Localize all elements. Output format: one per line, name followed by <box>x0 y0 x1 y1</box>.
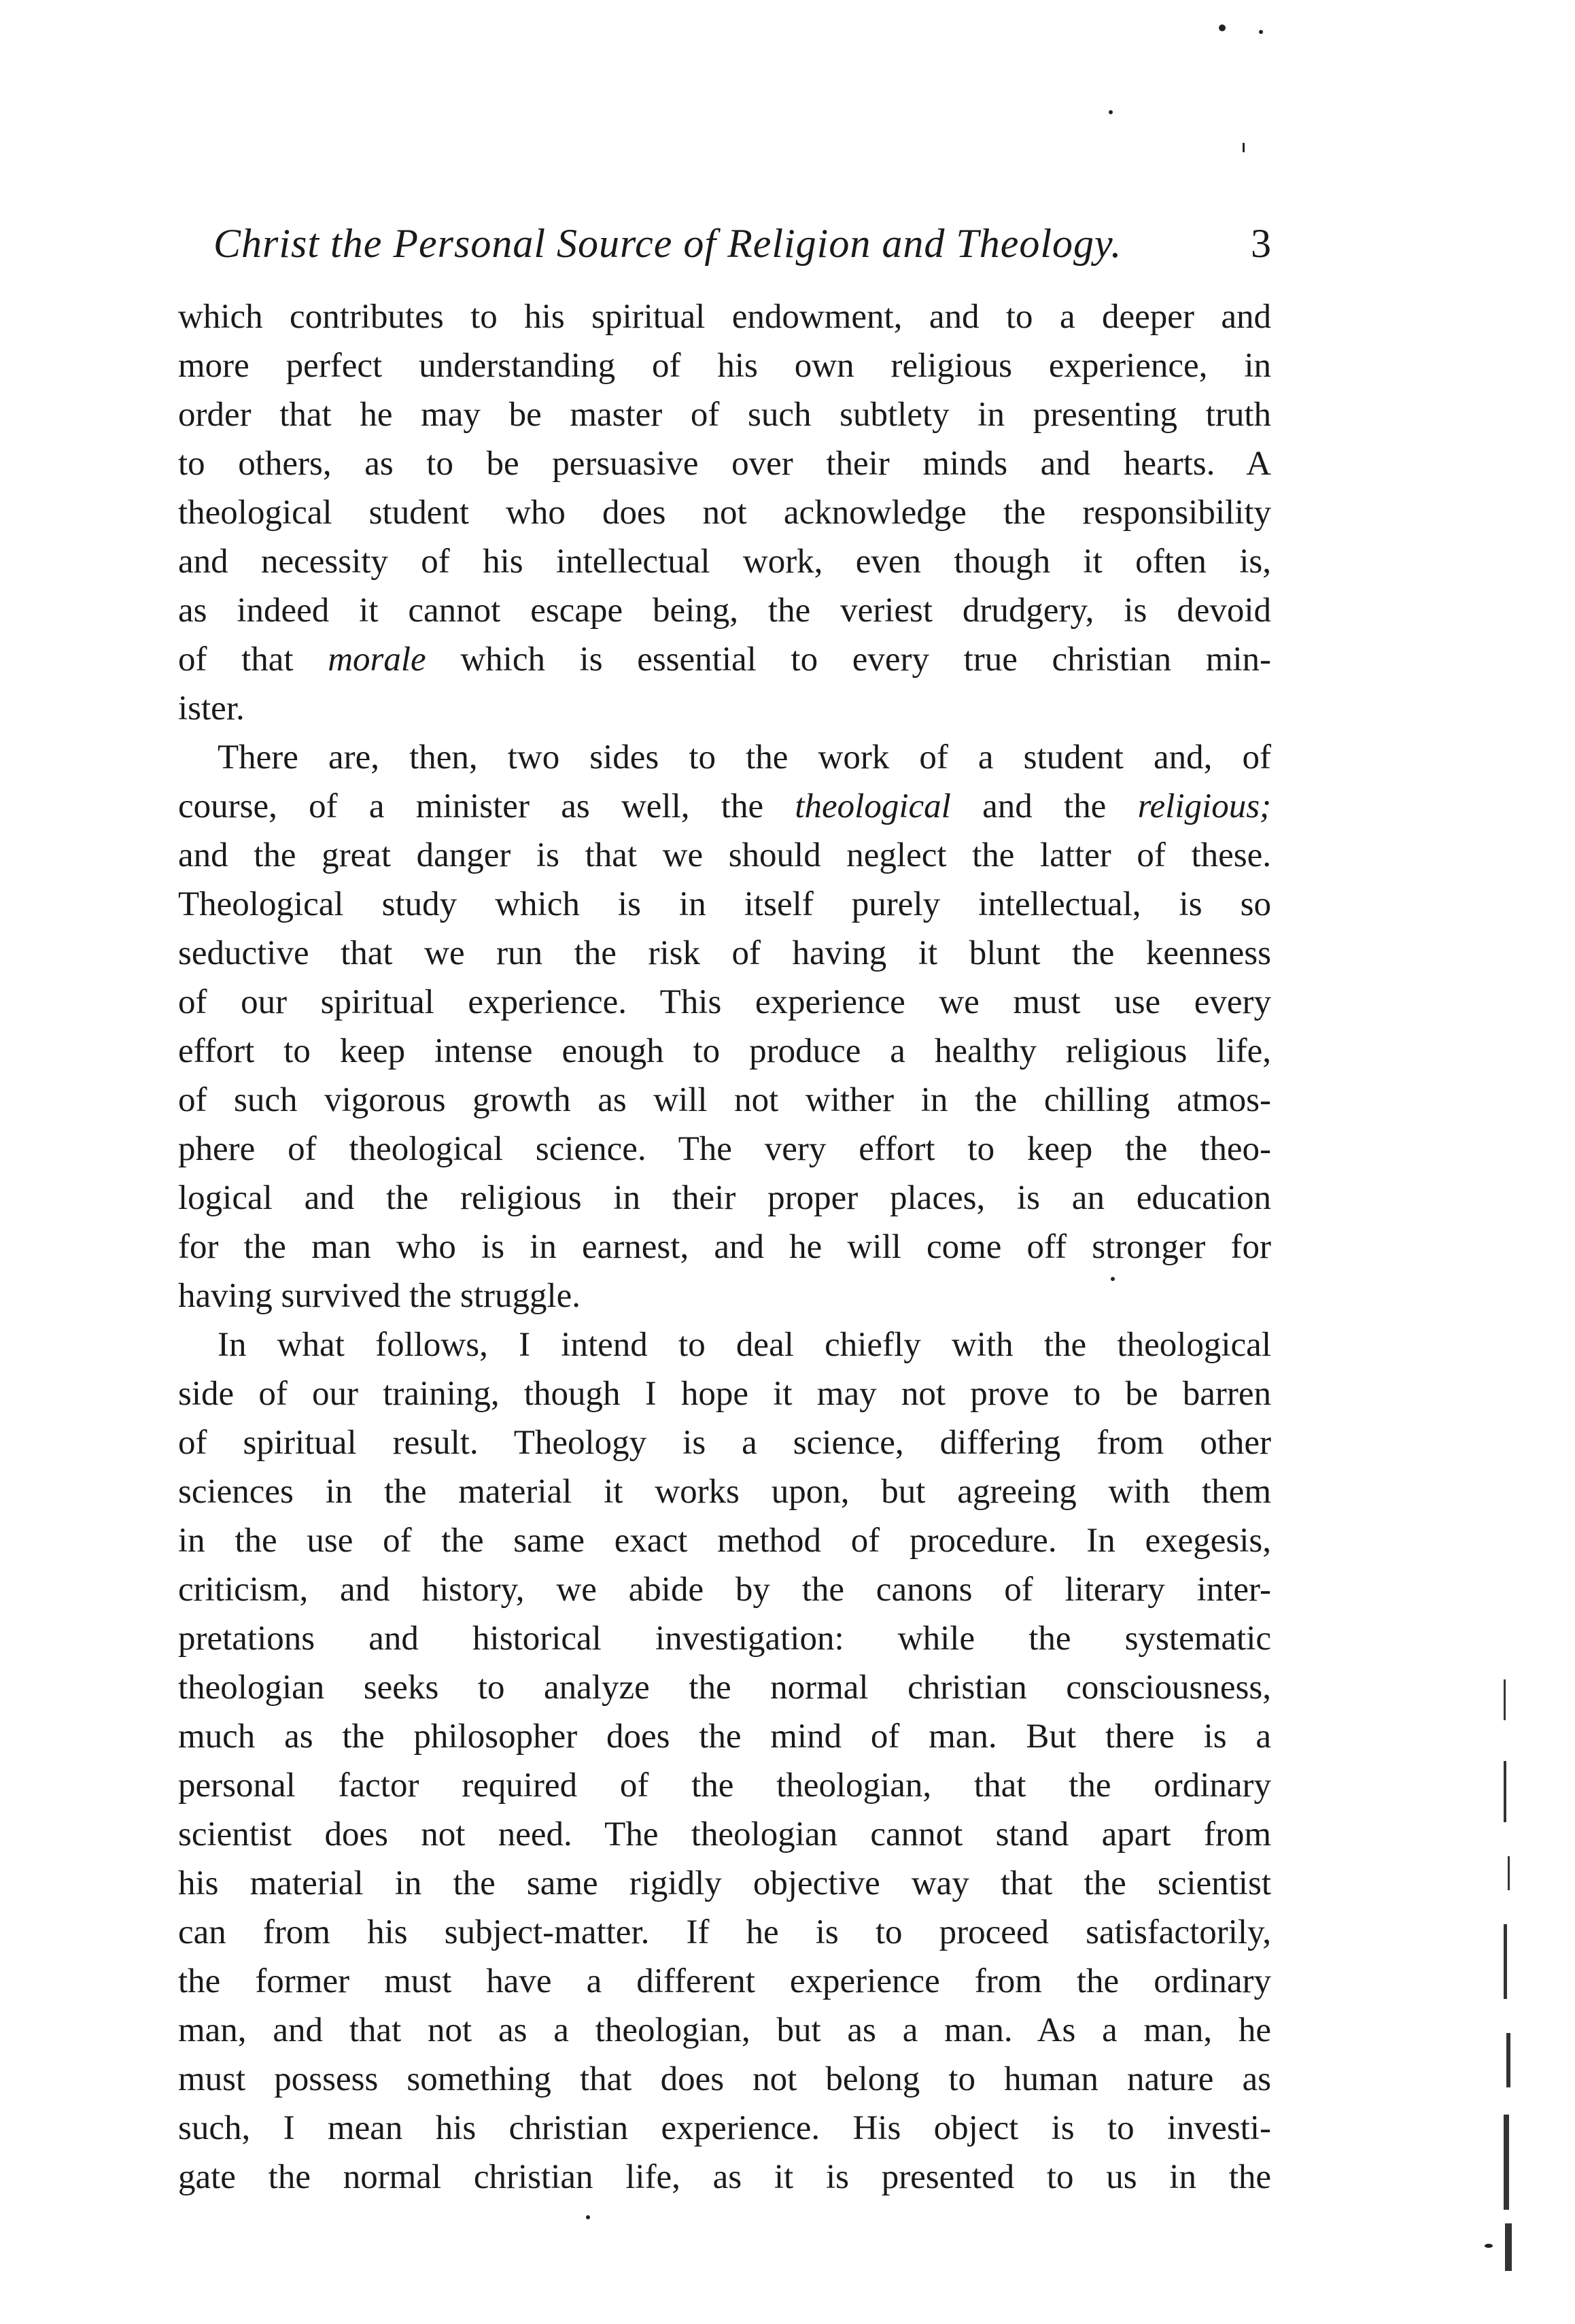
text-line: of spiritual result. Theology is a science, differing from other <box>178 1424 1271 1462</box>
text-line: the former must have a different experience from the ordinary <box>178 1962 1271 2000</box>
text-line <box>178 782 1271 831</box>
text-line: scientist does not need. The theologian cannot stand apart from <box>178 1815 1271 1853</box>
text-line: of our spiritual experience. This experience we must use every <box>178 983 1271 1021</box>
text-line: logical and the religious in their proper places, is an education <box>178 1179 1271 1217</box>
text-line: sciences in the material it works upon, but agreeing with them <box>178 1473 1271 1511</box>
text-fragment: of that <box>178 640 294 679</box>
text-line: much as the philosopher does the mind of man. But there is a <box>178 1718 1271 1756</box>
body-text <box>178 292 1271 2202</box>
italic-religious: religious; <box>1137 787 1272 825</box>
ink-speck <box>586 2215 590 2219</box>
text-line: There are, then, two sides to the work of a student and, of <box>218 738 1271 776</box>
text-line: gate the normal christian life, as it is presented to us in the <box>178 2158 1271 2196</box>
text-line: and necessity of his intellectual work, even though it often is, <box>178 543 1271 581</box>
italic-morale: morale <box>328 640 426 679</box>
text-line: his material in the same rigidly objective way that the scientist <box>178 1864 1271 1902</box>
ink-speck <box>1485 2244 1493 2248</box>
text-line: man, and that not as a theologian, but as a man. As a man, he <box>178 2011 1271 2049</box>
running-title: Christ the Personal Source of Religion and Theology. <box>213 221 1122 266</box>
text-line: to others, as to be persuasive over their minds and hearts. A <box>178 445 1271 483</box>
text-line: in the use of the same exact method of procedure. In exegesis, <box>178 1522 1271 1560</box>
text-line: personal factor required of the theologian, that the ordinary <box>178 1766 1271 1805</box>
italic-theological: theological <box>795 787 951 825</box>
text-fragment: and the <box>982 787 1107 825</box>
text-line: In what follows, I intend to deal chiefly with the theological <box>218 1326 1271 1364</box>
text-line: pretations and historical investigation: while the systematic <box>178 1620 1271 1658</box>
text-line: more perfect understanding of his own religious experience, in <box>178 347 1271 385</box>
text-line: must possess something that does not belong to human nature as <box>178 2060 1271 2098</box>
text-line: phere of theological science. The very effort to keep the theo- <box>178 1130 1271 1168</box>
page-number: 3 <box>1251 221 1271 266</box>
text-line: of such vigorous growth as will not wither in the chilling atmos- <box>178 1081 1271 1119</box>
text-line: side of our training, though I hope it may not prove to be barren <box>178 1375 1271 1413</box>
text-line <box>178 635 1271 684</box>
text-line: Theological study which is in itself purely intellectual, is so <box>178 885 1271 923</box>
ink-speck <box>1219 24 1226 31</box>
text-line: such, I mean his christian experience. His object is to investi- <box>178 2109 1271 2147</box>
text-fragment: course, of a minister as well, the <box>178 787 764 825</box>
text-line: order that he may be master of such subtlety in presenting truth <box>178 396 1271 434</box>
ink-speck <box>1243 143 1245 152</box>
text-line: ister. <box>178 689 245 728</box>
ink-speck <box>1109 110 1113 114</box>
running-head <box>213 216 1271 271</box>
text-line: for the man who is in earnest, and he will come off stronger for <box>178 1228 1271 1266</box>
binding-edge <box>1504 1679 1524 2278</box>
ink-speck <box>1259 30 1263 34</box>
text-line: theologian seeks to analyze the normal christian consciousness, <box>178 1669 1271 1707</box>
text-line: seductive that we run the risk of having it blunt the keenness <box>178 934 1271 972</box>
text-line: criticism, and history, we abide by the canons of literary inter- <box>178 1571 1271 1609</box>
text-fragment: which is essential to every true christian min- <box>460 640 1272 679</box>
text-line: which contributes to his spiritual endowment, and to a deeper and <box>178 298 1271 336</box>
text-line: effort to keep intense enough to produce a healthy religious life, <box>178 1032 1271 1070</box>
text-line: having survived the struggle. <box>178 1277 581 1315</box>
text-line: theological student who does not acknowledge the responsibility <box>178 494 1271 532</box>
text-line: as indeed it cannot escape being, the veriest drudgery, is devoid <box>178 592 1271 630</box>
text-line: and the great danger is that we should neglect the latter of these. <box>178 836 1271 874</box>
text-line: can from his subject-matter. If he is to proceed satisfactorily, <box>178 1913 1271 1951</box>
